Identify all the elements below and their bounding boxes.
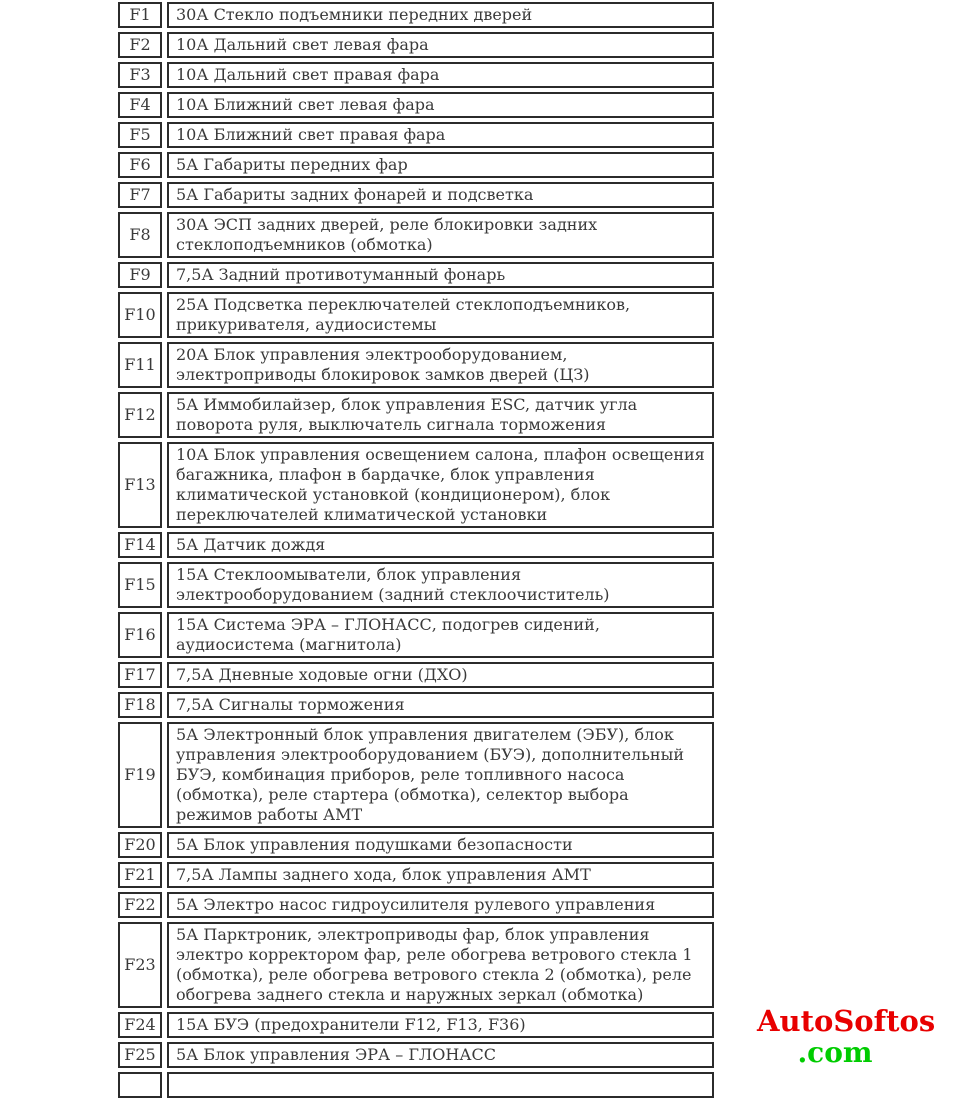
table-row bbox=[118, 862, 714, 888]
table-row bbox=[118, 692, 714, 718]
table-row bbox=[118, 392, 714, 438]
table-row bbox=[118, 922, 714, 1008]
table-row bbox=[118, 212, 714, 258]
fuse-desc-cell: 10А Дальний свет правая фара bbox=[167, 62, 714, 88]
table-row bbox=[118, 2, 714, 28]
fuse-table bbox=[118, 2, 714, 1102]
fuse-desc-cell: 25А Подсветка переключателей стеклоподъемников, прикуривателя, аудиосистемы bbox=[167, 292, 714, 338]
fuse-desc-cell: 15А Стеклоомыватели, блок управления электрооборудованием (задний стеклоочиститель) bbox=[167, 562, 714, 608]
fuse-desc-cell: 5А Парктроник, электроприводы фар, блок управления электро корректором фар, реле обогрева ветрового стекла 1 (обмотка), реле обогрева ветрового стекла 2 (обмотка), реле обогрева заднего стекла и наружных зеркал (обмотка) bbox=[167, 922, 714, 1008]
fuse-desc-cell: 5А Габариты передних фар bbox=[167, 152, 714, 178]
fuse-id-cell: F5 bbox=[118, 122, 162, 148]
fuse-desc-cell: 20А Блок управления электрооборудованием, электроприводы блокировок замков дверей (ЦЗ) bbox=[167, 342, 714, 388]
table-row bbox=[118, 122, 714, 148]
fuse-id-cell: F11 bbox=[118, 342, 162, 388]
fuse-id-cell: F13 bbox=[118, 442, 162, 528]
fuse-desc-cell: 5А Электро насос гидроусилителя рулевого управления bbox=[167, 892, 714, 918]
fuse-id-cell: F18 bbox=[118, 692, 162, 718]
table-row bbox=[118, 262, 714, 288]
fuse-desc-cell: 10А Дальний свет левая фара bbox=[167, 32, 714, 58]
fuse-desc-cell: 15А БУЭ (предохранители F12, F13, F36) bbox=[167, 1012, 714, 1038]
table-row bbox=[118, 152, 714, 178]
watermark-site-name: AutoSoftos bbox=[757, 1004, 936, 1038]
fuse-desc-cell: 10А Блок управления освещением салона, плафон освещения багажника, плафон в бардачке, блок управления климатической установкой (кондиционером), блок переключателей климатической установки bbox=[167, 442, 714, 528]
fuse-id-cell: F22 bbox=[118, 892, 162, 918]
fuse-id-cell: F20 bbox=[118, 832, 162, 858]
table-row bbox=[118, 832, 714, 858]
fuse-id-cell: F19 bbox=[118, 722, 162, 828]
fuse-desc-cell: 7,5А Лампы заднего хода, блок управления АМТ bbox=[167, 862, 714, 888]
fuse-id-cell: F23 bbox=[118, 922, 162, 1008]
fuse-id-cell: F21 bbox=[118, 862, 162, 888]
fuse-desc-cell: 30А ЭСП задних дверей, реле блокировки задних стеклоподъемников (обмотка) bbox=[167, 212, 714, 258]
fuse-desc-cell bbox=[167, 1072, 714, 1098]
fuse-id-cell: F4 bbox=[118, 92, 162, 118]
table-row bbox=[118, 62, 714, 88]
fuse-id-cell: F12 bbox=[118, 392, 162, 438]
fuse-desc-cell: 5А Датчик дождя bbox=[167, 532, 714, 558]
fuse-id-cell: F2 bbox=[118, 32, 162, 58]
fuse-id-cell: F15 bbox=[118, 562, 162, 608]
fuse-id-cell: F7 bbox=[118, 182, 162, 208]
table-row bbox=[118, 442, 714, 528]
fuse-id-cell: F6 bbox=[118, 152, 162, 178]
fuse-desc-cell: 15А Система ЭРА – ГЛОНАСС, подогрев сидений, аудиосистема (магнитола) bbox=[167, 612, 714, 658]
table-row bbox=[118, 892, 714, 918]
fuse-id-cell: F3 bbox=[118, 62, 162, 88]
fuse-id-cell: F10 bbox=[118, 292, 162, 338]
fuse-id-cell: F8 bbox=[118, 212, 162, 258]
fuse-desc-cell: 10А Ближний свет правая фара bbox=[167, 122, 714, 148]
fuse-desc-cell: 7,5А Задний противотуманный фонарь bbox=[167, 262, 714, 288]
fuse-desc-cell: 7,5А Сигналы торможения bbox=[167, 692, 714, 718]
table-row bbox=[118, 32, 714, 58]
table-row-partial-cutoff bbox=[118, 1072, 714, 1098]
fuse-desc-cell: 5А Габариты задних фонарей и подсветка bbox=[167, 182, 714, 208]
fuse-id-cell: F24 bbox=[118, 1012, 162, 1038]
fuse-desc-cell: 5А Блок управления подушками безопасности bbox=[167, 832, 714, 858]
fuse-desc-cell: 5А Иммобилайзер, блок управления ESC, датчик угла поворота руля, выключатель сигнала торможения bbox=[167, 392, 714, 438]
table-row bbox=[118, 1012, 714, 1038]
fuse-desc-cell: 5А Электронный блок управления двигателем (ЭБУ), блок управления электрооборудованием (БУЭ), дополнительный БУЭ, комбинация приборов, реле топливного насоса (обмотка), реле стартера (обмотка), селектор выбора режимов работы АМТ bbox=[167, 722, 714, 828]
table-row bbox=[118, 92, 714, 118]
table-row bbox=[118, 722, 714, 828]
table-row bbox=[118, 562, 714, 608]
table-row bbox=[118, 612, 714, 658]
fuse-id-cell: F17 bbox=[118, 662, 162, 688]
table-row bbox=[118, 662, 714, 688]
fuse-id-cell: F16 bbox=[118, 612, 162, 658]
fuse-id-cell: F25 bbox=[118, 1042, 162, 1068]
fuse-id-cell: F1 bbox=[118, 2, 162, 28]
fuse-desc-cell: 7,5А Дневные ходовые огни (ДХО) bbox=[167, 662, 714, 688]
fuse-desc-cell: 5А Блок управления ЭРА – ГЛОНАСС bbox=[167, 1042, 714, 1068]
table-row bbox=[118, 532, 714, 558]
fuse-id-cell bbox=[118, 1072, 162, 1098]
watermark bbox=[757, 1004, 936, 1069]
table-row bbox=[118, 292, 714, 338]
fuse-desc-cell: 10А Ближний свет левая фара bbox=[167, 92, 714, 118]
fuse-id-cell: F14 bbox=[118, 532, 162, 558]
table-row bbox=[118, 1042, 714, 1068]
table-row bbox=[118, 182, 714, 208]
fuse-desc-cell: 30А Стекло подъемники передних дверей bbox=[167, 2, 714, 28]
watermark-domain-suffix: .com bbox=[797, 1036, 873, 1069]
table-row bbox=[118, 342, 714, 388]
fuse-id-cell: F9 bbox=[118, 262, 162, 288]
